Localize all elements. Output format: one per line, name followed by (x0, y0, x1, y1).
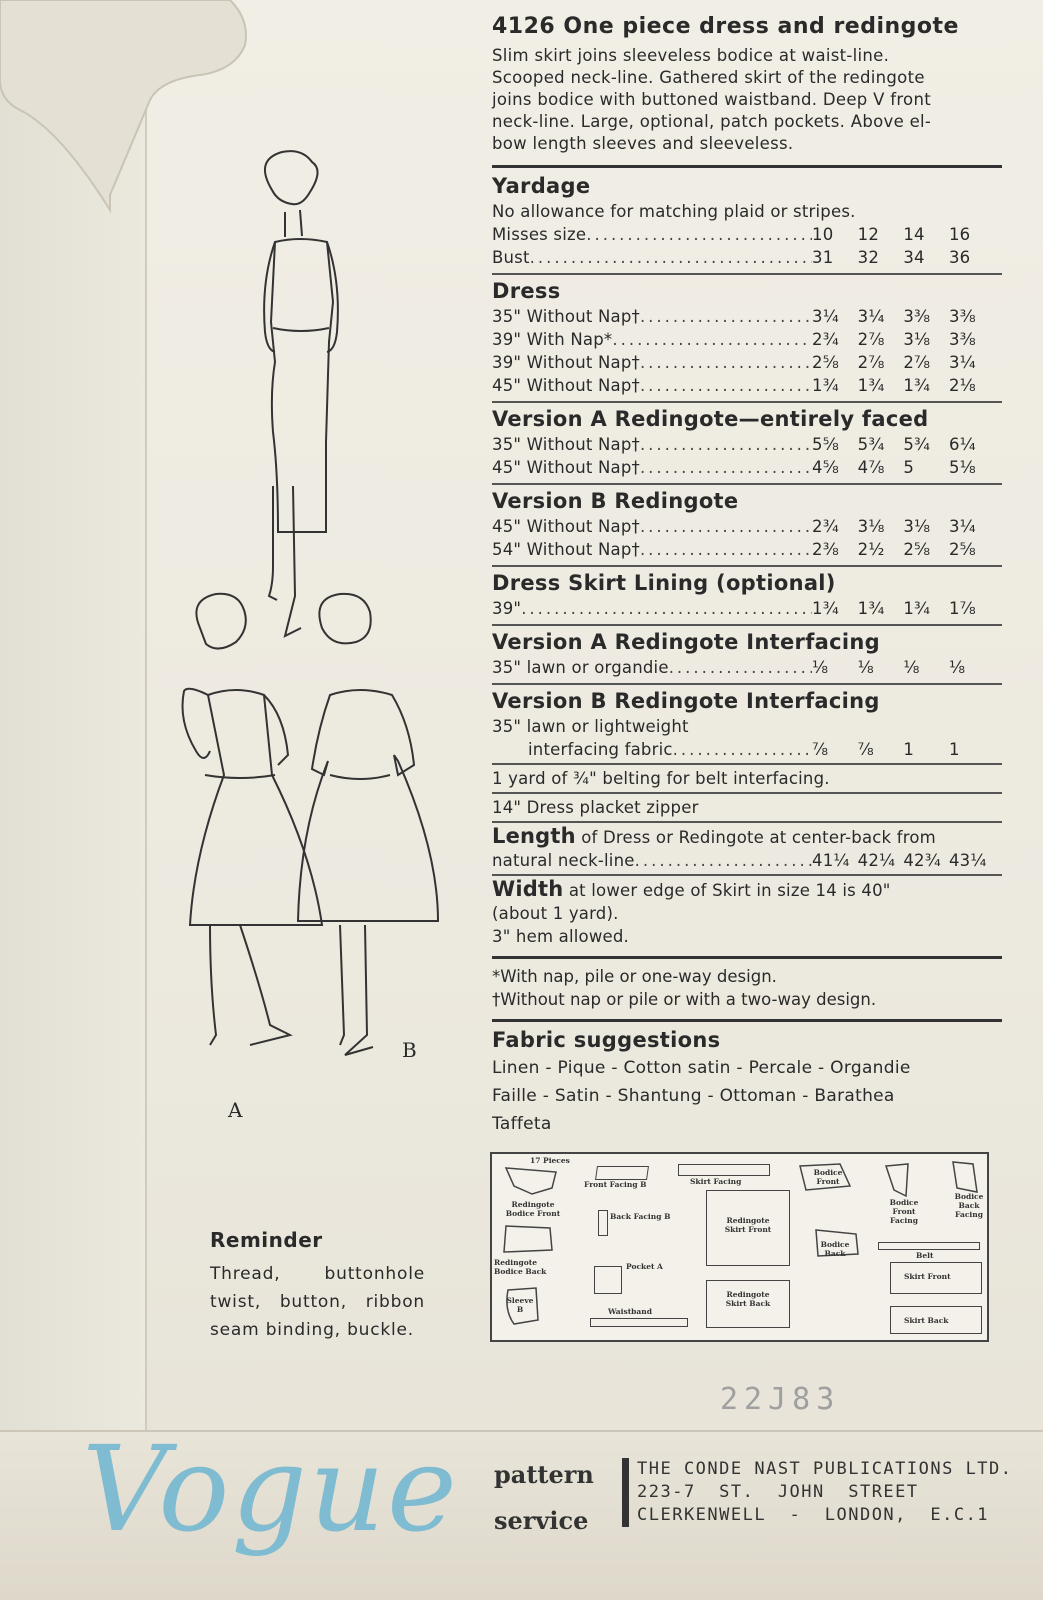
row-value: 3¼ (948, 517, 976, 536)
divider (492, 683, 1002, 685)
row-value: ⅛ (812, 658, 829, 677)
yardage-row (492, 328, 1002, 351)
size-value: 14 (903, 225, 925, 244)
piece-shape (878, 1242, 980, 1250)
size-label: Misses size (492, 225, 587, 244)
reminder-text: Thread, buttonhole twist, button, ribbon seam binding, buckle. (210, 1264, 425, 1340)
row-value: ⅞ (857, 740, 874, 759)
width-line-3: 3" hem allowed. (492, 927, 629, 946)
row-label: 45" Without Nap† (492, 458, 640, 477)
yardage-row (492, 351, 1002, 374)
row-value: 3¼ (857, 307, 885, 326)
piece-skirt-front: Skirt Front (904, 1272, 951, 1281)
row-value: 5¾ (903, 435, 931, 454)
size-value: 16 (948, 225, 971, 244)
fashion-illustration (140, 150, 440, 1070)
vogue-logo: Vogue (82, 1420, 459, 1558)
row-value: 2⅝ (948, 540, 976, 559)
yardage-row (492, 515, 1002, 538)
row-label: 39" With Nap* (492, 330, 613, 349)
bust-row (492, 246, 1002, 269)
piece-skirt-back: Skirt Back (904, 1316, 949, 1325)
bust-value: 36 (948, 248, 971, 267)
fabric-line: Taffeta (492, 1114, 552, 1134)
pattern-service-line-2: service (494, 1506, 589, 1535)
section-heading: Version A Redingote—entirely faced (492, 407, 929, 431)
row-value: 1¾ (812, 599, 839, 618)
fabric-line: Faille - Satin - Shantung - Ottoman - Barathea (492, 1086, 895, 1106)
row-value: 1¾ (812, 376, 839, 395)
row-value: 2⅝ (903, 540, 931, 559)
yardage-row (492, 738, 1002, 761)
piece-bodice-back-facing: Bodice Back Facing (954, 1192, 984, 1219)
piece-shape (590, 1318, 688, 1327)
zipper-note: 14" Dress placket zipper (492, 798, 699, 817)
section-heading: Version A Redingote Interfacing (492, 630, 880, 654)
reminder-heading: Reminder (210, 1228, 323, 1252)
description-line: Slim skirt joins sleeveless bodice at waist-line. (492, 46, 890, 65)
row-value: ⅛ (948, 658, 966, 677)
yardage-row (492, 456, 1002, 479)
row-value: 2⅜ (812, 540, 839, 559)
pattern-pieces-diagram (490, 1152, 989, 1342)
row-label: 35" lawn or organdie (492, 658, 669, 677)
fabric-heading: Fabric suggestions (492, 1028, 721, 1052)
size-value: 12 (857, 225, 880, 244)
width-text: at lower edge of Skirt in size 14 is 40" (568, 881, 891, 900)
envelope-left-fold (0, 0, 147, 1600)
row-value: 41¼ (812, 851, 850, 870)
piece-shape (594, 1266, 622, 1294)
row-value: 2⅞ (857, 353, 885, 372)
row-value: 3⅛ (903, 330, 931, 349)
section-heading: Version B Redingote Interfacing (492, 689, 880, 713)
row-value: 3⅜ (948, 307, 976, 326)
divider (492, 763, 1002, 765)
row-value: 5⅝ (812, 435, 839, 454)
row-value: 2¾ (812, 517, 839, 536)
description-line: joins bodice with buttoned waistband. Deep V front (492, 90, 931, 109)
piece-redingote-skirt-back: Redingote Skirt Back (725, 1290, 771, 1308)
row-value: 3¼ (948, 353, 976, 372)
row-value: 5¾ (857, 435, 885, 454)
yardage-heading: Yardage (492, 174, 591, 198)
row-value: 3⅛ (903, 517, 931, 536)
piece-skirt-facing: Skirt Facing (690, 1177, 742, 1186)
row-value: 1 (948, 740, 960, 759)
footnote-without-nap: †Without nap or pile or with a two-way design. (492, 990, 877, 1009)
yardage-row (492, 305, 1002, 328)
pattern-service-line-1: pattern (494, 1460, 594, 1489)
interfacing-line: 35" lawn or lightweight (492, 717, 689, 736)
piece-redingote-skirt-front: Redingote Skirt Front (724, 1216, 772, 1234)
piece-back-facing-b: Back Facing B (610, 1212, 671, 1221)
divider (492, 956, 1002, 959)
row-label: interfacing fabric (528, 740, 673, 759)
divider (492, 273, 1002, 275)
row-value: 4⅝ (812, 458, 839, 477)
piece-belt: Belt (916, 1251, 934, 1260)
piece-bodice-front-facing: Bodice Front Facing (889, 1198, 919, 1225)
piece-shape (502, 1164, 562, 1199)
figure-b (298, 594, 438, 1055)
description-line: Scooped neck-line. Gathered skirt of the redingote (492, 68, 925, 87)
divider (492, 792, 1002, 794)
row-value: 5⅛ (948, 458, 976, 477)
row-value: 3⅜ (903, 307, 931, 326)
row-value: 4⅞ (857, 458, 885, 477)
reminder-block (210, 1228, 425, 1344)
figure-label-a: A (228, 1098, 243, 1122)
yardage-row (492, 597, 1002, 620)
row-value: 43¼ (948, 851, 987, 870)
row-value: 6¼ (948, 435, 976, 454)
row-value: 3⅛ (857, 517, 885, 536)
row-value: 5 (903, 458, 915, 477)
piece-sleeve-b: Sleeve B (506, 1296, 534, 1314)
row-label: 39" (492, 599, 522, 618)
divider (492, 565, 1002, 567)
row-value: ⅛ (857, 658, 874, 677)
row-label: 35" Without Nap† (492, 307, 640, 326)
bust-value: 32 (857, 248, 880, 267)
bust-label: Bust (492, 248, 530, 267)
divider (492, 874, 1002, 876)
divider (492, 401, 1002, 403)
piece-pocket-a: Pocket A (626, 1262, 663, 1271)
row-value: 2⅛ (948, 376, 976, 395)
length-line (492, 825, 1002, 849)
figure-label-b: B (402, 1038, 417, 1062)
row-value: 3⅜ (948, 330, 976, 349)
size-value: 10 (812, 225, 834, 244)
row-label: 54" Without Nap† (492, 540, 640, 559)
width-line-2: (about 1 yard). (492, 904, 619, 923)
back-view-figure (264, 151, 338, 636)
publisher-address: THE CONDE NAST PUBLICATIONS LTD. 223-7 ST. JOHN STREET CLERKENWELL - LONDON, E.C.1 (622, 1458, 1013, 1527)
belting-note: 1 yard of ¾" belting for belt interfacing. (492, 769, 830, 788)
row-value: 1⅞ (948, 599, 976, 618)
yardage-row (492, 656, 1002, 679)
row-value: ⅛ (903, 658, 920, 677)
row-value: 3¼ (812, 307, 839, 326)
length-row (492, 849, 1002, 872)
row-value: 1 (903, 740, 915, 759)
piece-shape (595, 1166, 649, 1180)
row-label: 39" Without Nap† (492, 353, 640, 372)
piece-shape (880, 1160, 914, 1200)
description-line: bow length sleeves and sleeveless. (492, 134, 794, 153)
length-heading: Length (492, 824, 576, 848)
yardage-note: No allowance for matching plaid or stripes. (492, 202, 856, 221)
piece-front-facing-b: Front Facing B (584, 1180, 647, 1189)
row-value: 1¾ (857, 376, 885, 395)
fabric-line: Linen - Pique - Cotton satin - Percale - Organdie (492, 1058, 911, 1078)
piece-shape (678, 1164, 770, 1176)
pattern-description (492, 45, 1002, 155)
stamp-number: 22J83 (720, 1382, 841, 1417)
row-label: 45" Without Nap† (492, 376, 640, 395)
row-value: 2⅞ (903, 353, 931, 372)
divider (492, 1019, 1002, 1022)
yardage-row (492, 538, 1002, 561)
piece-waistband: Waistband (608, 1307, 652, 1316)
piece-shape (598, 1210, 608, 1236)
row-label: 45" Without Nap† (492, 517, 640, 536)
pattern-title: 4126 One piece dress and redingote (492, 14, 959, 39)
piece-bodice-front: Bodice Front (813, 1168, 843, 1186)
width-line (492, 878, 1002, 902)
divider (492, 483, 1002, 485)
pieces-count: 17 Pieces (530, 1156, 570, 1165)
yardage-row (492, 433, 1002, 456)
section-heading: Dress (492, 279, 561, 303)
row-label: 35" Without Nap† (492, 435, 640, 454)
footnote-nap: *With nap, pile or one-way design. (492, 967, 777, 986)
row-label: natural neck-line (492, 851, 635, 870)
row-value: 42¼ (857, 851, 896, 870)
piece-bodice-back: Bodice Back (820, 1240, 850, 1258)
row-value: 2¾ (812, 330, 839, 349)
width-heading: Width (492, 877, 564, 901)
row-value: 2½ (857, 540, 885, 559)
yardage-sections (492, 279, 1002, 685)
length-text: of Dress or Redingote at center-back from (581, 828, 936, 847)
row-value: ⅞ (812, 740, 829, 759)
section-heading: Version B Redingote (492, 489, 739, 513)
figure-a (183, 594, 323, 1045)
row-value: 1¾ (903, 599, 931, 618)
yardage-row (492, 374, 1002, 397)
divider (492, 165, 1002, 168)
row-value: 42¾ (903, 851, 941, 870)
divider (492, 624, 1002, 626)
description-line: neck-line. Large, optional, patch pockets. Above el- (492, 112, 932, 131)
section-heading: Dress Skirt Lining (optional) (492, 571, 836, 595)
piece-redingote-bodice-back: Redingote Bodice Back (494, 1258, 547, 1276)
row-value: 2⅞ (857, 330, 885, 349)
bust-value: 34 (903, 248, 925, 267)
bust-value: 31 (812, 248, 834, 267)
row-value: 1¾ (857, 599, 885, 618)
pattern-info-panel (492, 14, 1002, 1138)
divider (492, 821, 1002, 823)
row-value: 1¾ (903, 376, 931, 395)
size-row (492, 223, 1002, 246)
piece-shape (500, 1222, 556, 1256)
row-value: 2⅝ (812, 353, 839, 372)
piece-redingote-bodice-front: Redingote Bodice Front (505, 1200, 561, 1218)
